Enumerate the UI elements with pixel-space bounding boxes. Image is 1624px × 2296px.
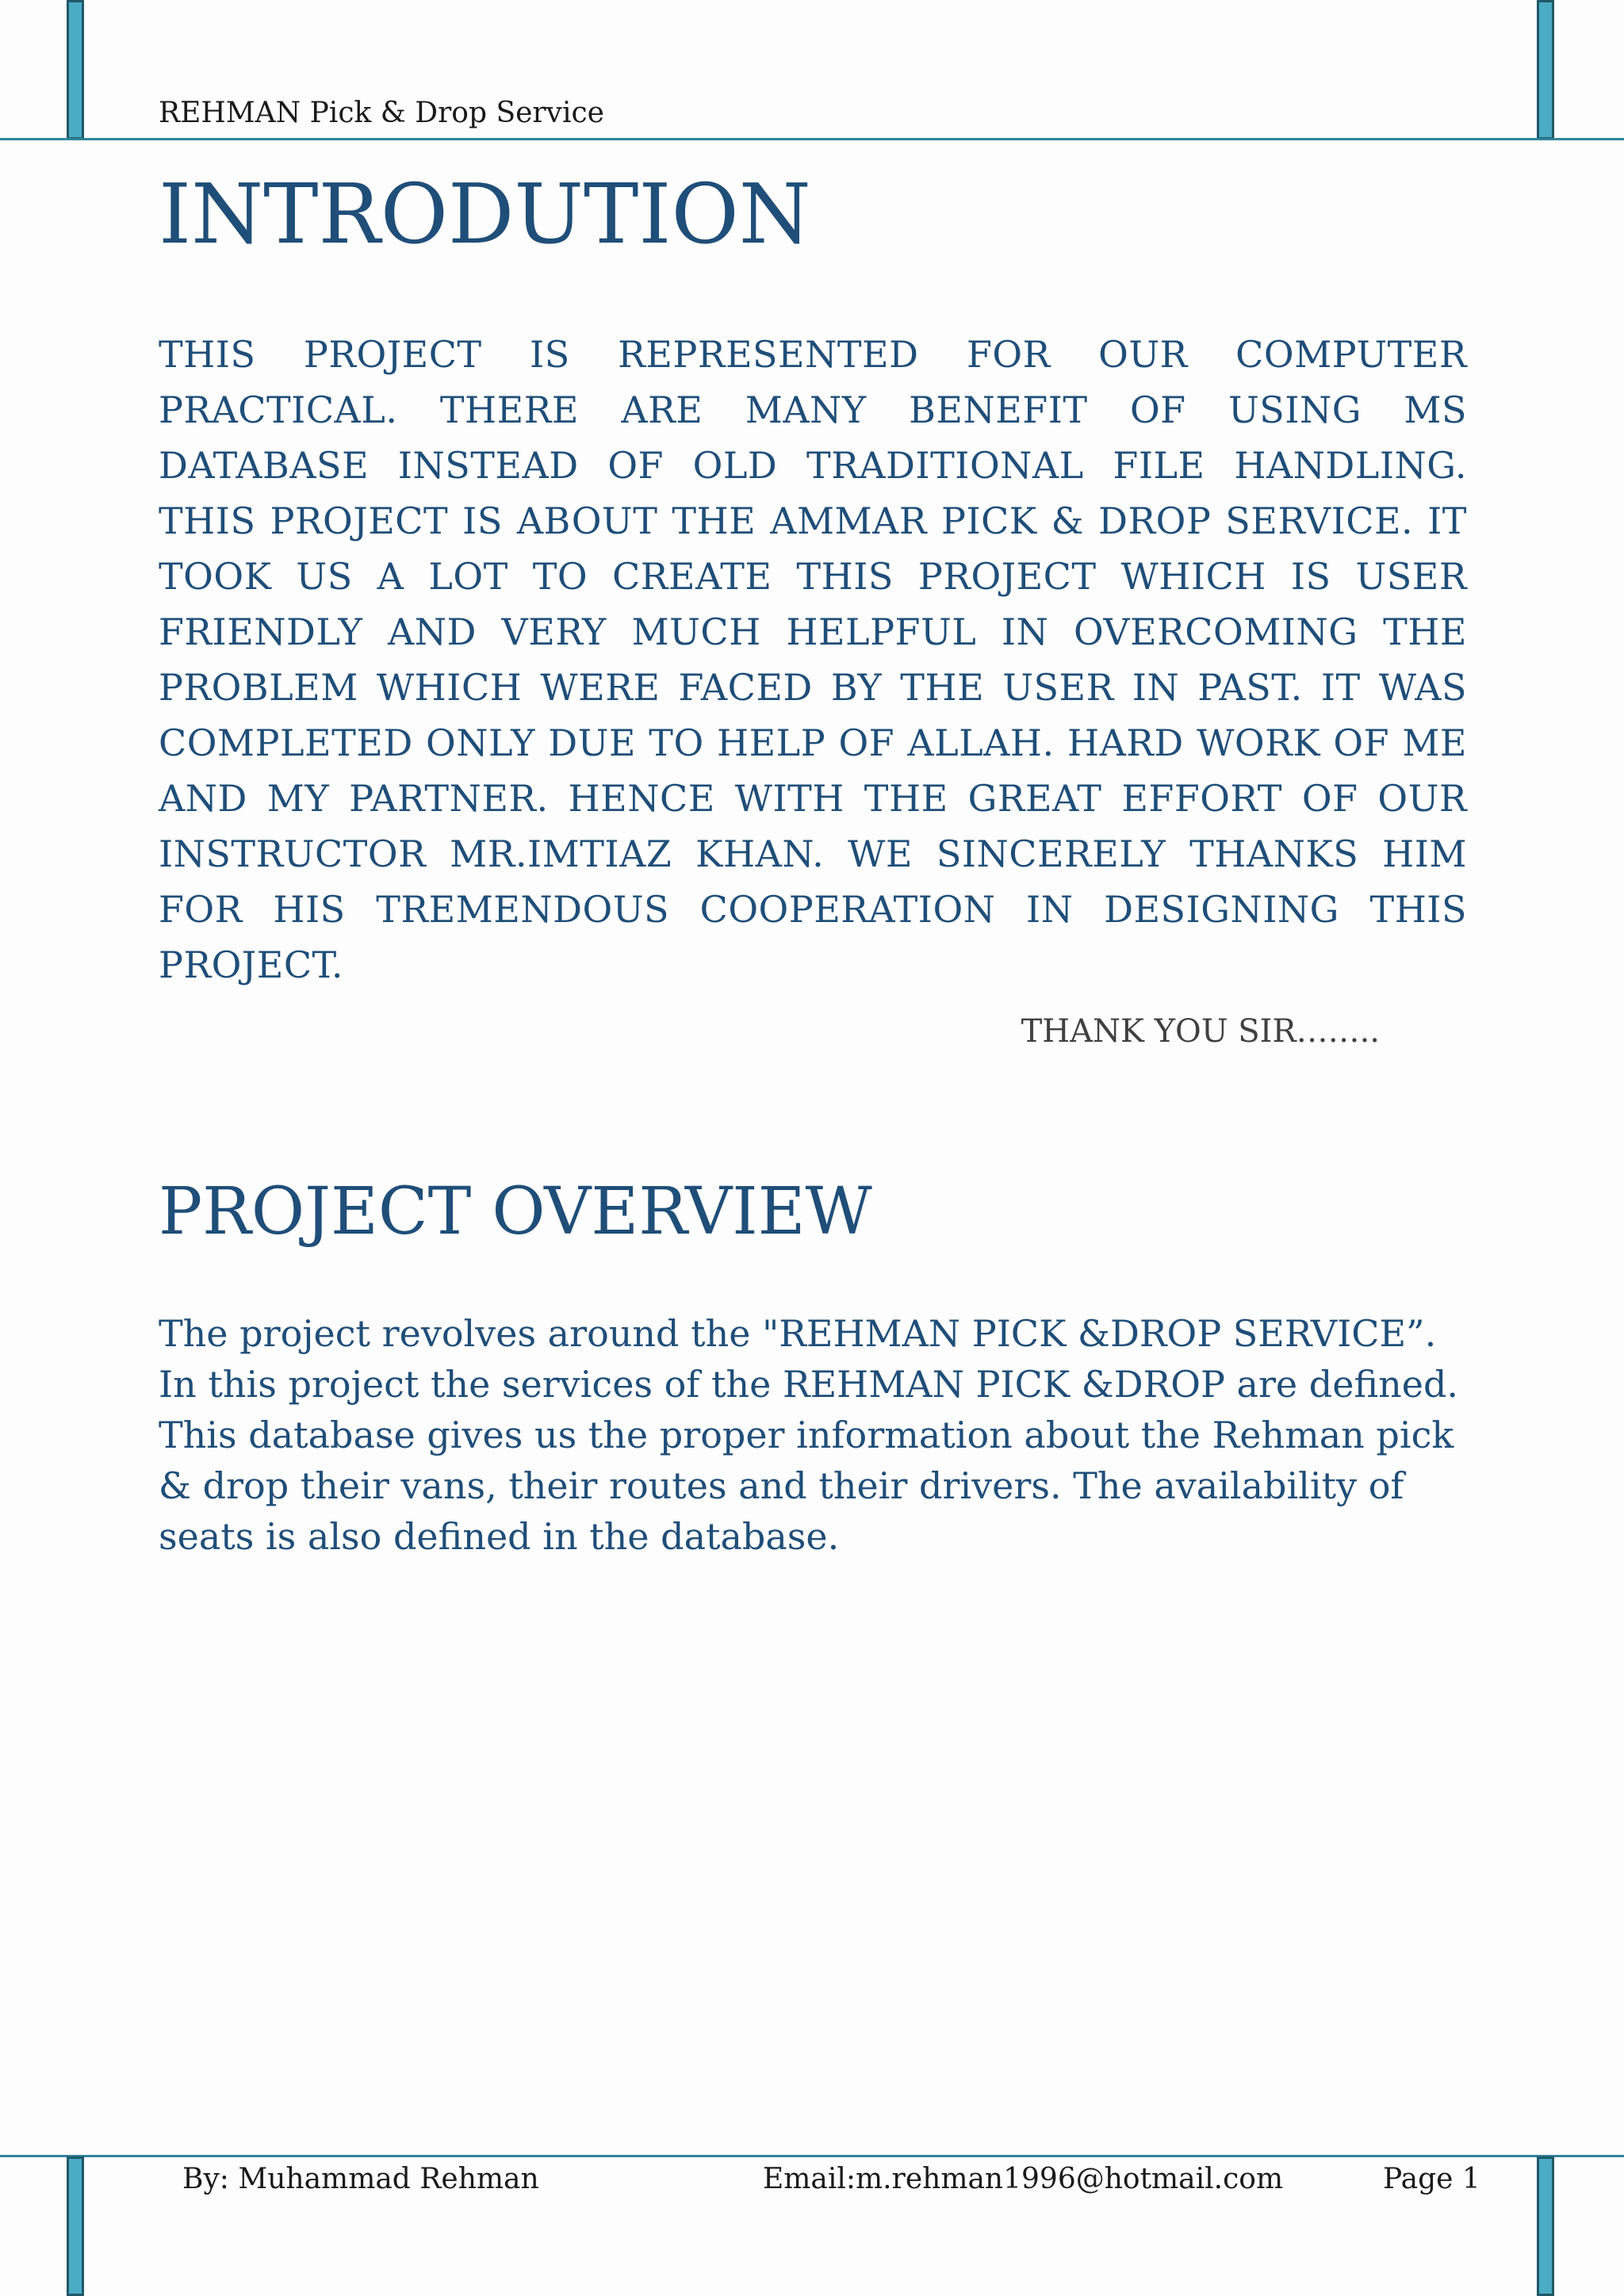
footer-page-number: Page 1 bbox=[1383, 2163, 1480, 2195]
footer-rule bbox=[0, 2155, 1624, 2157]
introduction-paragraph: THIS PROJECT IS REPRESENTED FOR OUR COMPUTER PRACTICAL. THERE ARE MANY BENEFIT OF USING MS DATABASE INSTEAD OF OLD TRADITIONAL FILE HANDLING. THIS PROJECT IS ABOUT THE AMMAR PICK & DROP SERVICE. IT TOOK US A LOT TO CREATE THIS PROJECT WHICH IS USER FRIENDLY AND VERY MUCH HELPFUL IN OVERCOMING THE PROBLEM WHICH WERE FACED BY THE USER IN PAST. IT WAS COMPLETED ONLY DUE TO HELP OF ALLAH. HARD WORK OF ME AND MY PARTNER. HENCE WITH THE GREAT EFFORT OF OUR INSTRUCTOR MR.IMTIAZ KHAN. WE SINCERELY THANKS HIM FOR HIS TREMENDOUS COOPERATION IN DESIGNING THIS PROJECT. bbox=[159, 333, 1467, 986]
footer-email: Email:m.rehman1996@hotmail.com bbox=[763, 2163, 1284, 2195]
overview-heading: PROJECT OVERVIEW bbox=[159, 1174, 872, 1249]
running-header: REHMAN Pick & Drop Service bbox=[159, 97, 604, 129]
page-footer bbox=[0, 2163, 1624, 2210]
footer-author: By: Muhammad Rehman bbox=[182, 2163, 539, 2195]
decorative-bar-top-left bbox=[67, 0, 84, 140]
introduction-heading: INTRODUTION bbox=[159, 166, 811, 262]
thank-you-note: THANK YOU SIR…….. bbox=[1021, 1013, 1380, 1050]
overview-paragraph: The project revolves around the "REHMAN PICK &DROP SERVICE”. In this project the services of the REHMAN PICK &DROP are defined. This database gives us the proper information about the Rehman pick & drop their vans, their routes and their drivers. The availability of seats is also defined in the database. bbox=[159, 1312, 1459, 1559]
decorative-bar-top-right bbox=[1537, 0, 1554, 140]
header-rule bbox=[0, 138, 1624, 140]
page-content bbox=[159, 159, 1467, 1562]
